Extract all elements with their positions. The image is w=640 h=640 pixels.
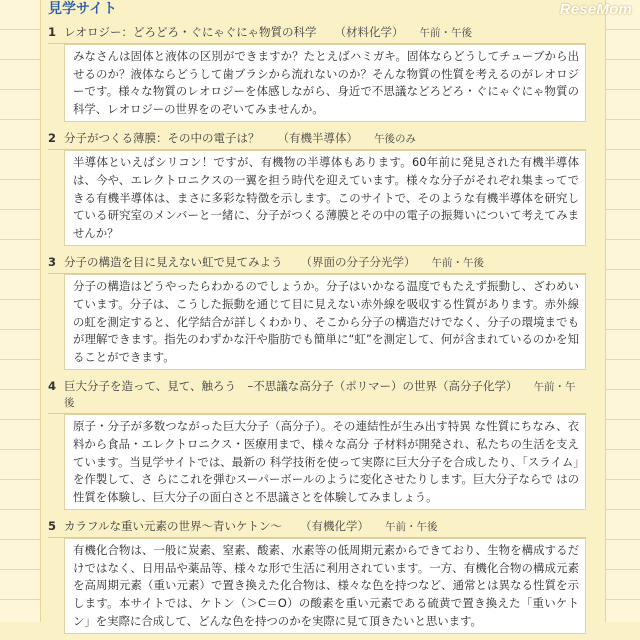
item-title xyxy=(64,254,586,272)
item-description: 有機化合物は、一般に炭素、窒素、酸素、水素等の低周期元素からできており、生物を構成するだけではなく、日用品や薬品等、様々な形で生活に利用されています。一方、有機化合物の構成元素を高周期元素（重い元素）で置き換えた化合物は、様々な色を持つなど、通常とは異なる性質を示します。本サイトでは、ケトン（＞C＝O）の酸素を重い元素である硫黄で置き換えた「重いケトン」を実際に合成して、どんな色を持つのかを実際に見て頂きたいと思います。 xyxy=(64,538,586,634)
section-title: 見学サイト xyxy=(48,1,118,17)
item-description: 分子の構造はどうやったらわかるのでしょうか。分子はいかなる温度でもたえず振動し、ざわめいています。分子は、こうした振動を通じて目に見えない赤外線を吸収する性質があります。赤外線の虹を測定すると、化学結合が詳しくわかり、そこから分子の構造だけでなく、分子の環境までもが理解できます。指先のわずかな汗や脂肪でも簡単に“虹”を測定して、何が含まれているのかを知ることができます。 xyxy=(64,274,586,370)
item-heading xyxy=(48,516,586,538)
site-list xyxy=(48,22,586,640)
item-title xyxy=(64,518,586,536)
item-field: （材料化学） xyxy=(334,25,404,39)
item-field: （界面の分子分光学） xyxy=(300,255,416,270)
item-heading xyxy=(48,22,586,44)
item-number: 4 xyxy=(48,379,57,394)
item-title-text: 分子がつくる薄膜：その中の電子は？ xyxy=(64,131,260,146)
item-time: 午前・午後 xyxy=(419,27,473,39)
item-number: 5 xyxy=(48,519,57,534)
item-title-text: 巨大分子を造って、見て、触ろう –不思議な高分子（ポリマー）の世界（高分子化学） xyxy=(64,379,518,394)
list-item xyxy=(48,22,586,122)
item-description: 原子・分子が多数つながった巨大分子（高分子）。その連結性が生み出す特異 な性質にちなみ、衣料から食品・エレクトロニクス・医療用まで、様々な高分 子材料が開発され、私たちの生活を支えています。当見学サイトでは、最新の 科学技術を使って実際に巨大分子を合成したり、「スライム」を作製して、さ らにこれを弾むスーパーボールのように変化させたりします。巨大分子ならで はの性質を体験し、巨大分子の面白さと不思議さとを体験してみましょう。 xyxy=(64,414,586,510)
right-decorative-strip xyxy=(605,0,640,622)
item-heading xyxy=(48,376,586,414)
item-time: 午前・午後 xyxy=(64,381,576,410)
list-item xyxy=(48,516,586,634)
item-time: 午前・午後 xyxy=(431,257,484,270)
list-item xyxy=(48,376,586,510)
item-number: 2 xyxy=(48,131,57,146)
list-item xyxy=(48,128,586,246)
item-title xyxy=(64,130,586,148)
item-time: 午後のみ xyxy=(374,133,416,146)
item-description: みなさんは固体と液体の区別ができますか？たとえばハミガキ。固体ならどうしてチューブから出せるのか？液体ならどうして歯ブラシから流れないのか？そんな物質の性質を考えるのがレオロジーです。様々な物質のレオロジーを体感しながら、身近で不思議などろどろ・ぐにゃぐにゃ物質の科学、レオロジーの世界をのぞいてみませんか。 xyxy=(64,44,586,122)
item-time: 午前・午後 xyxy=(385,521,438,534)
site-logo: ReseMom xyxy=(559,1,632,18)
item-title-text: レオロジー：どろどろ・ぐにゃぐにゃ物質の科学 xyxy=(64,25,317,39)
item-title-text: 分子の構造を目に見えない虹で見てみよう xyxy=(64,255,283,270)
item-number: 3 xyxy=(48,255,57,270)
left-decorative-strip xyxy=(0,0,41,622)
item-title xyxy=(64,24,586,42)
item-heading xyxy=(48,252,586,274)
item-description: 半導体といえばシリコン！ですが、有機物の半導体もあります。60年前に発見された有機半導体は、今や、エレクトロニクスの一翼を担う時代を迎えています。様々な分子がそれぞれ集まってできる有機半導体は、まさに多彩な特徴を示します。このサイトで、そのような有機半導体を研究している研究室のメンバーと一緒に、分子がつくる薄膜とその中の電子の振舞いについて考えてみませんか？ xyxy=(64,150,586,246)
item-heading xyxy=(48,128,586,150)
item-title xyxy=(64,378,586,412)
item-field: （有機半導体） xyxy=(277,131,358,146)
item-number: 1 xyxy=(48,25,57,39)
list-item xyxy=(48,252,586,370)
item-title-text: カラフルな重い元素の世界〜青いケトン〜 xyxy=(64,519,283,534)
item-field: （有機化学） xyxy=(300,519,370,534)
